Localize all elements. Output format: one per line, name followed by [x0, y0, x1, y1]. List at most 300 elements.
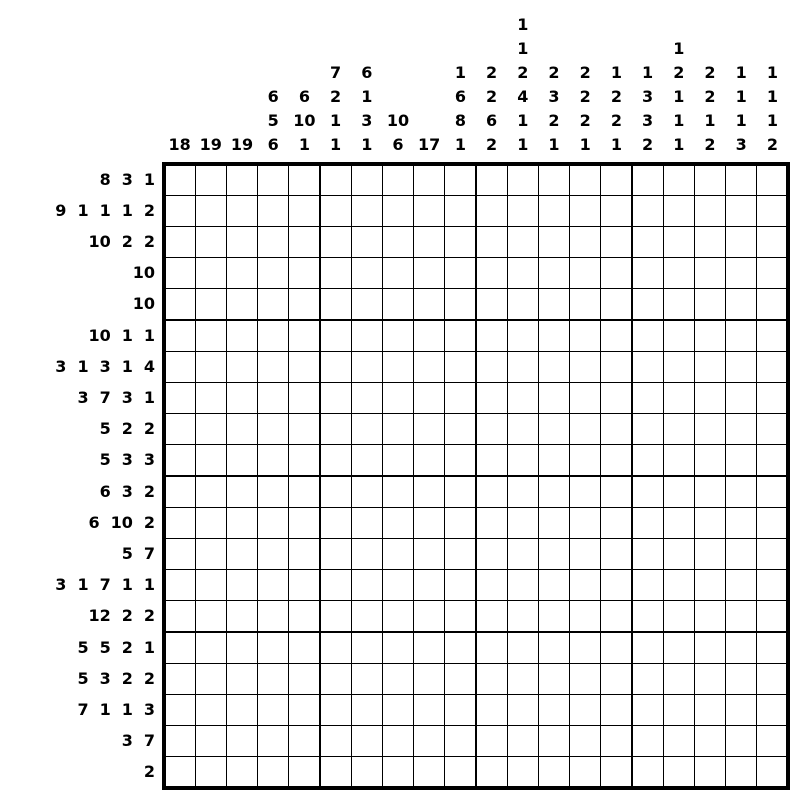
grid-cell[interactable] — [164, 476, 195, 507]
grid-cell[interactable] — [289, 538, 320, 569]
grid-cell[interactable] — [320, 726, 351, 757]
grid-cell[interactable] — [351, 538, 382, 569]
grid-cell[interactable] — [476, 382, 507, 413]
grid-cell[interactable] — [382, 570, 413, 601]
grid-cell[interactable] — [195, 538, 226, 569]
grid-cell[interactable] — [289, 164, 320, 195]
grid-cell[interactable] — [476, 694, 507, 725]
grid-cell[interactable] — [320, 320, 351, 351]
grid-cell[interactable] — [757, 258, 788, 289]
grid-cell[interactable] — [258, 382, 289, 413]
grid-cell[interactable] — [570, 445, 601, 476]
grid-cell[interactable] — [289, 445, 320, 476]
grid-cell[interactable] — [694, 445, 725, 476]
grid-cell[interactable] — [632, 320, 663, 351]
grid-cell[interactable] — [570, 632, 601, 663]
grid-cell[interactable] — [476, 632, 507, 663]
grid-cell[interactable] — [226, 195, 257, 226]
grid-cell[interactable] — [258, 694, 289, 725]
grid-cell[interactable] — [507, 351, 538, 382]
grid-cell[interactable] — [289, 601, 320, 632]
grid-cell[interactable] — [164, 320, 195, 351]
grid-cell[interactable] — [632, 663, 663, 694]
grid-cell[interactable] — [570, 694, 601, 725]
grid-cell[interactable] — [351, 663, 382, 694]
grid-cell[interactable] — [258, 351, 289, 382]
grid-cell[interactable] — [195, 289, 226, 320]
grid-cell[interactable] — [632, 538, 663, 569]
grid-cell[interactable] — [164, 258, 195, 289]
grid-cell[interactable] — [726, 414, 757, 445]
grid-cell[interactable] — [289, 382, 320, 413]
grid-cell[interactable] — [601, 195, 632, 226]
grid-cell[interactable] — [414, 726, 445, 757]
grid-cell[interactable] — [507, 226, 538, 257]
grid-cell[interactable] — [601, 320, 632, 351]
grid-cell[interactable] — [195, 601, 226, 632]
grid-cell[interactable] — [289, 320, 320, 351]
grid-cell[interactable] — [320, 445, 351, 476]
grid-cell[interactable] — [289, 694, 320, 725]
grid-cell[interactable] — [320, 164, 351, 195]
grid-cell[interactable] — [289, 414, 320, 445]
grid-cell[interactable] — [195, 382, 226, 413]
grid-cell[interactable] — [507, 570, 538, 601]
grid-cell[interactable] — [351, 694, 382, 725]
grid-cell[interactable] — [195, 414, 226, 445]
grid-cell[interactable] — [507, 164, 538, 195]
grid-cell[interactable] — [320, 351, 351, 382]
grid-cell[interactable] — [258, 195, 289, 226]
grid-cell[interactable] — [694, 226, 725, 257]
grid-cell[interactable] — [663, 538, 694, 569]
grid-cell[interactable] — [414, 694, 445, 725]
grid-cell[interactable] — [757, 601, 788, 632]
grid-cell[interactable] — [476, 445, 507, 476]
grid-cell[interactable] — [351, 507, 382, 538]
grid-cell[interactable] — [226, 289, 257, 320]
grid-cell[interactable] — [164, 570, 195, 601]
grid-cell[interactable] — [382, 258, 413, 289]
grid-cell[interactable] — [476, 601, 507, 632]
grid-cell[interactable] — [226, 694, 257, 725]
grid-cell[interactable] — [258, 757, 289, 788]
grid-cell[interactable] — [289, 351, 320, 382]
grid-cell[interactable] — [476, 289, 507, 320]
grid-cell[interactable] — [164, 164, 195, 195]
grid-cell[interactable] — [476, 570, 507, 601]
grid-cell[interactable] — [694, 320, 725, 351]
grid-cell[interactable] — [289, 757, 320, 788]
grid-cell[interactable] — [258, 164, 289, 195]
grid-cell[interactable] — [320, 694, 351, 725]
grid-cell[interactable] — [445, 538, 476, 569]
grid-cell[interactable] — [601, 757, 632, 788]
grid-cell[interactable] — [351, 601, 382, 632]
grid-cell[interactable] — [476, 726, 507, 757]
grid-cell[interactable] — [226, 351, 257, 382]
grid-cell[interactable] — [538, 726, 569, 757]
grid-cell[interactable] — [289, 476, 320, 507]
grid-cell[interactable] — [414, 382, 445, 413]
grid-cell[interactable] — [757, 538, 788, 569]
grid-cell[interactable] — [570, 507, 601, 538]
grid-cell[interactable] — [663, 226, 694, 257]
grid-cell[interactable] — [694, 632, 725, 663]
grid-cell[interactable] — [195, 320, 226, 351]
grid-cell[interactable] — [507, 632, 538, 663]
grid-cell[interactable] — [414, 570, 445, 601]
grid-cell[interactable] — [570, 289, 601, 320]
grid-cell[interactable] — [195, 258, 226, 289]
grid-cell[interactable] — [632, 445, 663, 476]
grid-cell[interactable] — [538, 320, 569, 351]
grid-cell[interactable] — [538, 445, 569, 476]
grid-cell[interactable] — [694, 663, 725, 694]
grid-cell[interactable] — [726, 726, 757, 757]
grid-cell[interactable] — [445, 726, 476, 757]
grid-cell[interactable] — [226, 538, 257, 569]
grid-cell[interactable] — [694, 507, 725, 538]
grid-cell[interactable] — [570, 226, 601, 257]
grid-cell[interactable] — [507, 663, 538, 694]
grid-cell[interactable] — [226, 226, 257, 257]
grid-cell[interactable] — [320, 226, 351, 257]
grid-cell[interactable] — [351, 632, 382, 663]
grid-cell[interactable] — [445, 226, 476, 257]
grid-cell[interactable] — [601, 414, 632, 445]
grid-cell[interactable] — [538, 382, 569, 413]
grid-cell[interactable] — [632, 476, 663, 507]
grid-cell[interactable] — [476, 757, 507, 788]
grid-cell[interactable] — [726, 476, 757, 507]
grid-cell[interactable] — [757, 382, 788, 413]
grid-cell[interactable] — [351, 445, 382, 476]
grid-cell[interactable] — [570, 476, 601, 507]
grid-cell[interactable] — [507, 320, 538, 351]
grid-cell[interactable] — [726, 663, 757, 694]
grid-cell[interactable] — [320, 538, 351, 569]
grid-cell[interactable] — [632, 632, 663, 663]
grid-cell[interactable] — [632, 351, 663, 382]
grid-cell[interactable] — [663, 726, 694, 757]
grid-cell[interactable] — [164, 414, 195, 445]
grid-cell[interactable] — [382, 694, 413, 725]
grid-cell[interactable] — [757, 195, 788, 226]
grid-cell[interactable] — [164, 226, 195, 257]
grid-cell[interactable] — [164, 195, 195, 226]
grid-cell[interactable] — [414, 757, 445, 788]
grid-cell[interactable] — [694, 570, 725, 601]
grid-cell[interactable] — [414, 476, 445, 507]
grid-cell[interactable] — [258, 445, 289, 476]
grid-cell[interactable] — [445, 694, 476, 725]
grid-cell[interactable] — [757, 351, 788, 382]
grid-cell[interactable] — [445, 663, 476, 694]
grid-cell[interactable] — [195, 195, 226, 226]
grid-cell[interactable] — [632, 570, 663, 601]
grid-cell[interactable] — [601, 351, 632, 382]
grid-cell[interactable] — [414, 663, 445, 694]
grid-cell[interactable] — [226, 726, 257, 757]
grid-cell[interactable] — [289, 570, 320, 601]
grid-cell[interactable] — [726, 570, 757, 601]
grid-cell[interactable] — [476, 195, 507, 226]
grid-cell[interactable] — [476, 351, 507, 382]
grid-cell[interactable] — [195, 507, 226, 538]
grid-cell[interactable] — [538, 414, 569, 445]
grid-cell[interactable] — [538, 632, 569, 663]
grid-cell[interactable] — [195, 726, 226, 757]
grid-cell[interactable] — [601, 226, 632, 257]
grid-cell[interactable] — [538, 570, 569, 601]
grid-cell[interactable] — [382, 445, 413, 476]
grid-cell[interactable] — [351, 382, 382, 413]
grid-cell[interactable] — [570, 414, 601, 445]
grid-cell[interactable] — [320, 601, 351, 632]
grid-cell[interactable] — [538, 694, 569, 725]
grid-cell[interactable] — [320, 476, 351, 507]
grid-cell[interactable] — [570, 382, 601, 413]
grid-cell[interactable] — [570, 258, 601, 289]
grid-cell[interactable] — [382, 726, 413, 757]
grid-cell[interactable] — [507, 414, 538, 445]
grid-cell[interactable] — [601, 694, 632, 725]
grid-cell[interactable] — [445, 195, 476, 226]
grid-cell[interactable] — [726, 382, 757, 413]
grid-cell[interactable] — [538, 351, 569, 382]
grid-cell[interactable] — [507, 694, 538, 725]
grid-cell[interactable] — [694, 757, 725, 788]
grid-cell[interactable] — [258, 507, 289, 538]
grid-cell[interactable] — [757, 507, 788, 538]
grid-cell[interactable] — [476, 507, 507, 538]
grid-cell[interactable] — [195, 694, 226, 725]
grid-cell[interactable] — [663, 195, 694, 226]
grid-cell[interactable] — [382, 320, 413, 351]
grid-cell[interactable] — [601, 258, 632, 289]
grid-cell[interactable] — [663, 414, 694, 445]
grid-cell[interactable] — [320, 258, 351, 289]
grid-cell[interactable] — [382, 195, 413, 226]
grid-cell[interactable] — [663, 694, 694, 725]
grid-cell[interactable] — [414, 320, 445, 351]
grid-cell[interactable] — [226, 164, 257, 195]
grid-cell[interactable] — [226, 320, 257, 351]
grid-cell[interactable] — [195, 351, 226, 382]
grid-cell[interactable] — [663, 632, 694, 663]
grid-cell[interactable] — [663, 601, 694, 632]
grid-cell[interactable] — [382, 601, 413, 632]
grid-cell[interactable] — [351, 726, 382, 757]
grid-cell[interactable] — [320, 663, 351, 694]
grid-cell[interactable] — [570, 195, 601, 226]
grid-cell[interactable] — [289, 289, 320, 320]
grid-cell[interactable] — [476, 476, 507, 507]
grid-cell[interactable] — [538, 195, 569, 226]
grid-cell[interactable] — [351, 414, 382, 445]
grid-cell[interactable] — [726, 195, 757, 226]
grid-cell[interactable] — [757, 164, 788, 195]
grid-cell[interactable] — [258, 601, 289, 632]
grid-cell[interactable] — [476, 414, 507, 445]
grid-cell[interactable] — [226, 757, 257, 788]
grid-cell[interactable] — [258, 570, 289, 601]
grid-cell[interactable] — [382, 757, 413, 788]
grid-cell[interactable] — [289, 258, 320, 289]
grid-cell[interactable] — [414, 601, 445, 632]
grid-cell[interactable] — [445, 601, 476, 632]
grid-cell[interactable] — [258, 258, 289, 289]
grid-cell[interactable] — [351, 351, 382, 382]
grid-cell[interactable] — [414, 226, 445, 257]
grid-cell[interactable] — [601, 507, 632, 538]
grid-cell[interactable] — [351, 258, 382, 289]
grid-cell[interactable] — [445, 476, 476, 507]
grid-cell[interactable] — [164, 663, 195, 694]
grid-cell[interactable] — [258, 320, 289, 351]
grid-cell[interactable] — [726, 507, 757, 538]
grid-cell[interactable] — [445, 414, 476, 445]
grid-cell[interactable] — [382, 226, 413, 257]
grid-cell[interactable] — [757, 414, 788, 445]
grid-cell[interactable] — [663, 570, 694, 601]
grid-cell[interactable] — [445, 445, 476, 476]
grid-cell[interactable] — [538, 507, 569, 538]
grid-cell[interactable] — [570, 538, 601, 569]
grid-cell[interactable] — [164, 694, 195, 725]
grid-cell[interactable] — [289, 726, 320, 757]
grid-cell[interactable] — [476, 663, 507, 694]
grid-cell[interactable] — [258, 476, 289, 507]
grid-cell[interactable] — [663, 382, 694, 413]
grid-cell[interactable] — [226, 663, 257, 694]
grid-cell[interactable] — [694, 601, 725, 632]
grid-cell[interactable] — [757, 445, 788, 476]
grid-cell[interactable] — [757, 570, 788, 601]
grid-cell[interactable] — [164, 382, 195, 413]
grid-cell[interactable] — [320, 289, 351, 320]
grid-cell[interactable] — [445, 632, 476, 663]
grid-cell[interactable] — [507, 726, 538, 757]
grid-cell[interactable] — [632, 726, 663, 757]
grid-cell[interactable] — [726, 258, 757, 289]
grid-cell[interactable] — [601, 289, 632, 320]
grid-cell[interactable] — [320, 507, 351, 538]
grid-cell[interactable] — [226, 570, 257, 601]
grid-cell[interactable] — [601, 445, 632, 476]
grid-cell[interactable] — [538, 226, 569, 257]
grid-cell[interactable] — [570, 601, 601, 632]
grid-cell[interactable] — [164, 757, 195, 788]
grid-cell[interactable] — [726, 694, 757, 725]
grid-cell[interactable] — [258, 414, 289, 445]
grid-cell[interactable] — [601, 632, 632, 663]
grid-cell[interactable] — [414, 538, 445, 569]
grid-cell[interactable] — [507, 538, 538, 569]
grid-cell[interactable] — [632, 601, 663, 632]
grid-cell[interactable] — [601, 601, 632, 632]
grid-cell[interactable] — [694, 538, 725, 569]
grid-cell[interactable] — [382, 414, 413, 445]
grid-cell[interactable] — [632, 414, 663, 445]
grid-cell[interactable] — [663, 320, 694, 351]
grid-cell[interactable] — [258, 289, 289, 320]
grid-cell[interactable] — [757, 476, 788, 507]
grid-cell[interactable] — [226, 507, 257, 538]
grid-cell[interactable] — [382, 289, 413, 320]
grid-cell[interactable] — [195, 445, 226, 476]
grid-cell[interactable] — [632, 258, 663, 289]
grid-cell[interactable] — [195, 226, 226, 257]
grid-cell[interactable] — [757, 694, 788, 725]
grid-cell[interactable] — [694, 414, 725, 445]
grid-cell[interactable] — [258, 726, 289, 757]
grid-cell[interactable] — [195, 164, 226, 195]
grid-cell[interactable] — [258, 226, 289, 257]
grid-cell[interactable] — [164, 601, 195, 632]
grid-cell[interactable] — [507, 289, 538, 320]
grid-cell[interactable] — [757, 226, 788, 257]
grid-cell[interactable] — [694, 726, 725, 757]
grid-cell[interactable] — [382, 164, 413, 195]
grid-cell[interactable] — [726, 538, 757, 569]
grid-cell[interactable] — [476, 538, 507, 569]
grid-cell[interactable] — [570, 663, 601, 694]
grid-cell[interactable] — [320, 414, 351, 445]
grid-cell[interactable] — [258, 538, 289, 569]
grid-cell[interactable] — [226, 414, 257, 445]
grid-cell[interactable] — [632, 694, 663, 725]
grid-cell[interactable] — [757, 726, 788, 757]
grid-cell[interactable] — [757, 320, 788, 351]
grid-cell[interactable] — [663, 164, 694, 195]
grid-cell[interactable] — [726, 757, 757, 788]
grid-cell[interactable] — [663, 476, 694, 507]
grid-cell[interactable] — [351, 570, 382, 601]
grid-cell[interactable] — [663, 258, 694, 289]
grid-cell[interactable] — [694, 694, 725, 725]
grid-cell[interactable] — [601, 726, 632, 757]
grid-cell[interactable] — [164, 632, 195, 663]
grid-cell[interactable] — [351, 476, 382, 507]
grid-cell[interactable] — [226, 601, 257, 632]
grid-cell[interactable] — [632, 226, 663, 257]
grid-cell[interactable] — [538, 757, 569, 788]
grid-cell[interactable] — [195, 476, 226, 507]
grid-cell[interactable] — [445, 570, 476, 601]
grid-cell[interactable] — [320, 195, 351, 226]
grid-cell[interactable] — [445, 258, 476, 289]
grid-cell[interactable] — [570, 757, 601, 788]
grid-cell[interactable] — [726, 445, 757, 476]
grid-cell[interactable] — [320, 632, 351, 663]
grid-cell[interactable] — [757, 289, 788, 320]
grid-cell[interactable] — [507, 507, 538, 538]
grid-cell[interactable] — [258, 632, 289, 663]
grid-cell[interactable] — [632, 757, 663, 788]
grid-cell[interactable] — [414, 164, 445, 195]
grid-cell[interactable] — [570, 320, 601, 351]
grid-cell[interactable] — [726, 164, 757, 195]
grid-cell[interactable] — [351, 757, 382, 788]
grid-cell[interactable] — [226, 258, 257, 289]
grid-cell[interactable] — [351, 226, 382, 257]
grid-cell[interactable] — [164, 351, 195, 382]
grid-cell[interactable] — [445, 164, 476, 195]
grid-cell[interactable] — [476, 258, 507, 289]
grid-cell[interactable] — [694, 289, 725, 320]
